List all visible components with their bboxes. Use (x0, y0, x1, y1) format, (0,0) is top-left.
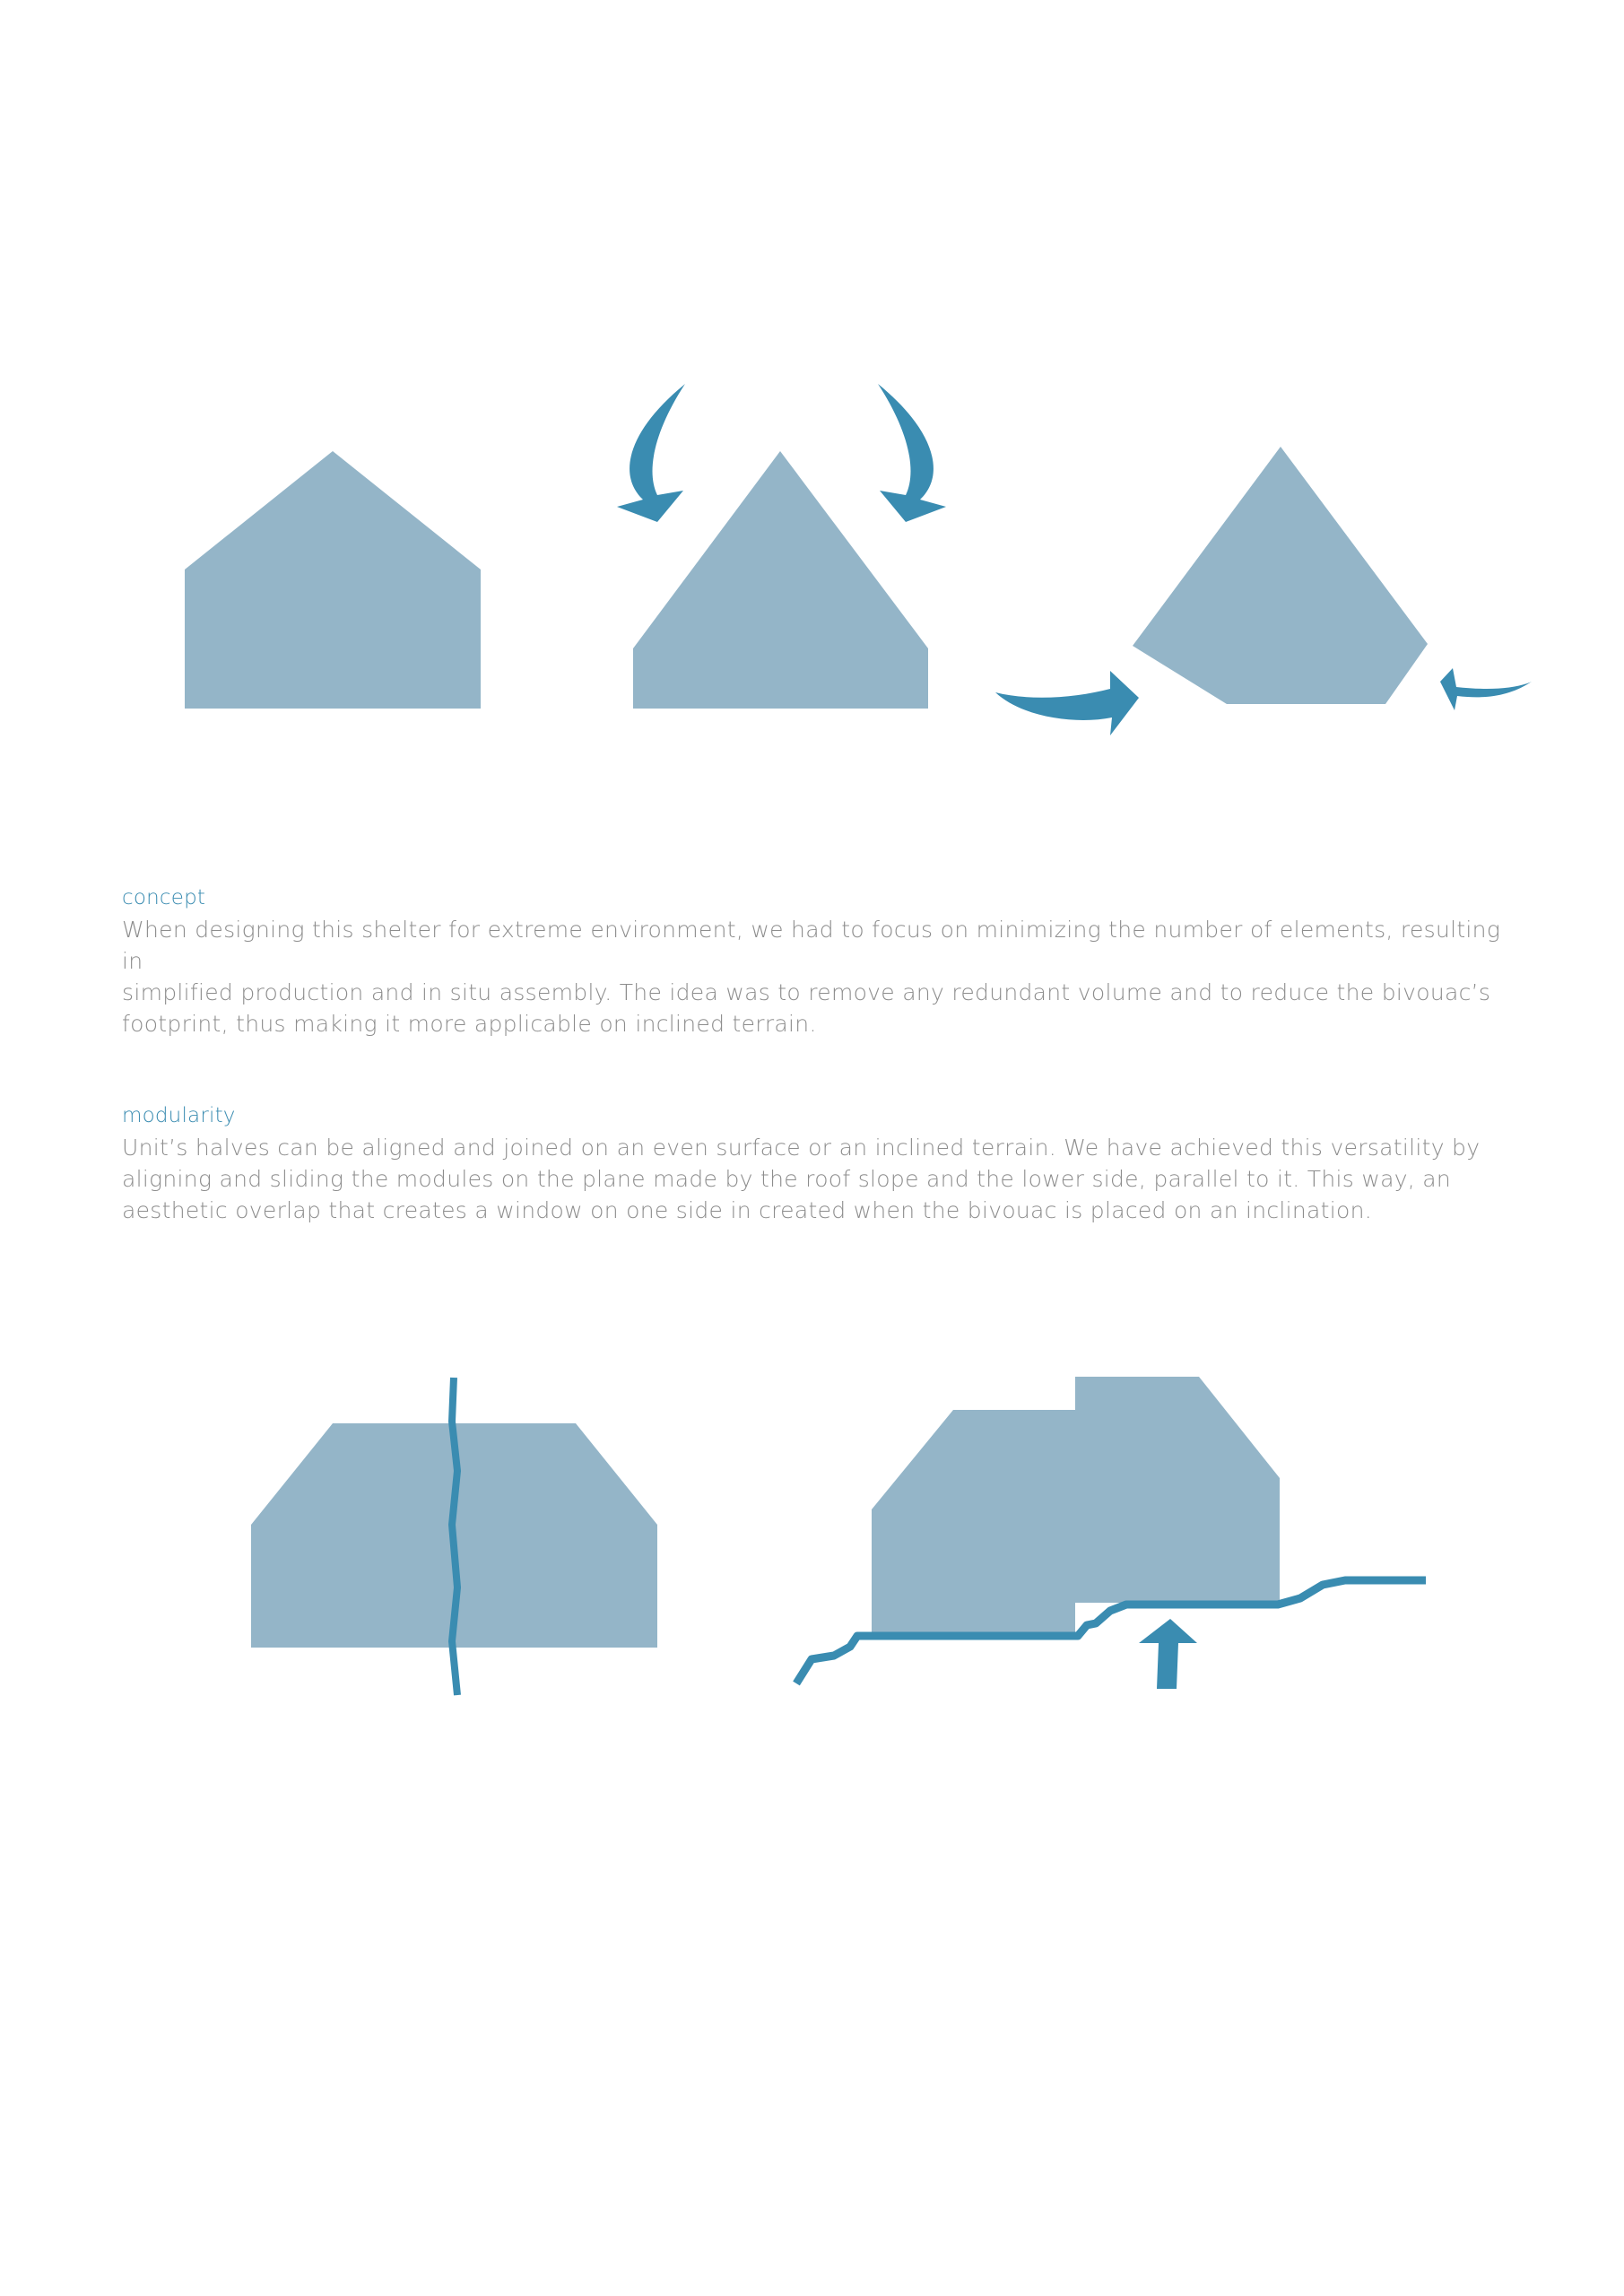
concept-paragraph (122, 914, 1503, 1039)
concept-line: footprint, thus making it more applicable on inclined terrain. (122, 1011, 817, 1037)
modularity-heading: modularity (122, 1104, 236, 1127)
up-arrow-icon (1139, 1619, 1197, 1689)
concept-line: simplified production and in situ assembly. The idea was to remove any redundant volume and to reduce the bivouac’s (122, 979, 1491, 1005)
modularity-section (122, 1103, 1503, 1226)
triangle-house-shape (633, 451, 928, 709)
concept-line: When designing this shelter for extreme environment, we had to focus on minimizing the number of elements, resulting in (122, 917, 1501, 974)
modularity-line: aligning and sliding the modules on the plane made by the roof slope and the lower side, parallel to it. This way, an (122, 1166, 1452, 1192)
concept-heading: concept (122, 886, 206, 909)
curved-arrow-icon-right (878, 384, 946, 522)
modularity-line: aesthetic overlap that creates a window on one side in created when the bivouac is placed on an inclination. (122, 1197, 1372, 1223)
stepped-unit-shape (872, 1377, 1280, 1634)
house-shape (185, 451, 481, 709)
modularity-line: Unit’s halves can be aligned and joined on an even surface or an inclined terrain. We have achieved this versatility by (122, 1135, 1481, 1161)
modularity-paragraph (122, 1132, 1503, 1226)
concept-section (122, 885, 1503, 1039)
curved-arrow-icon-bottom-right (1440, 668, 1532, 710)
rotated-house-shape (1133, 447, 1428, 704)
curved-arrow-icon-left (617, 384, 685, 522)
curved-arrow-icon-bottom-left (995, 671, 1139, 735)
